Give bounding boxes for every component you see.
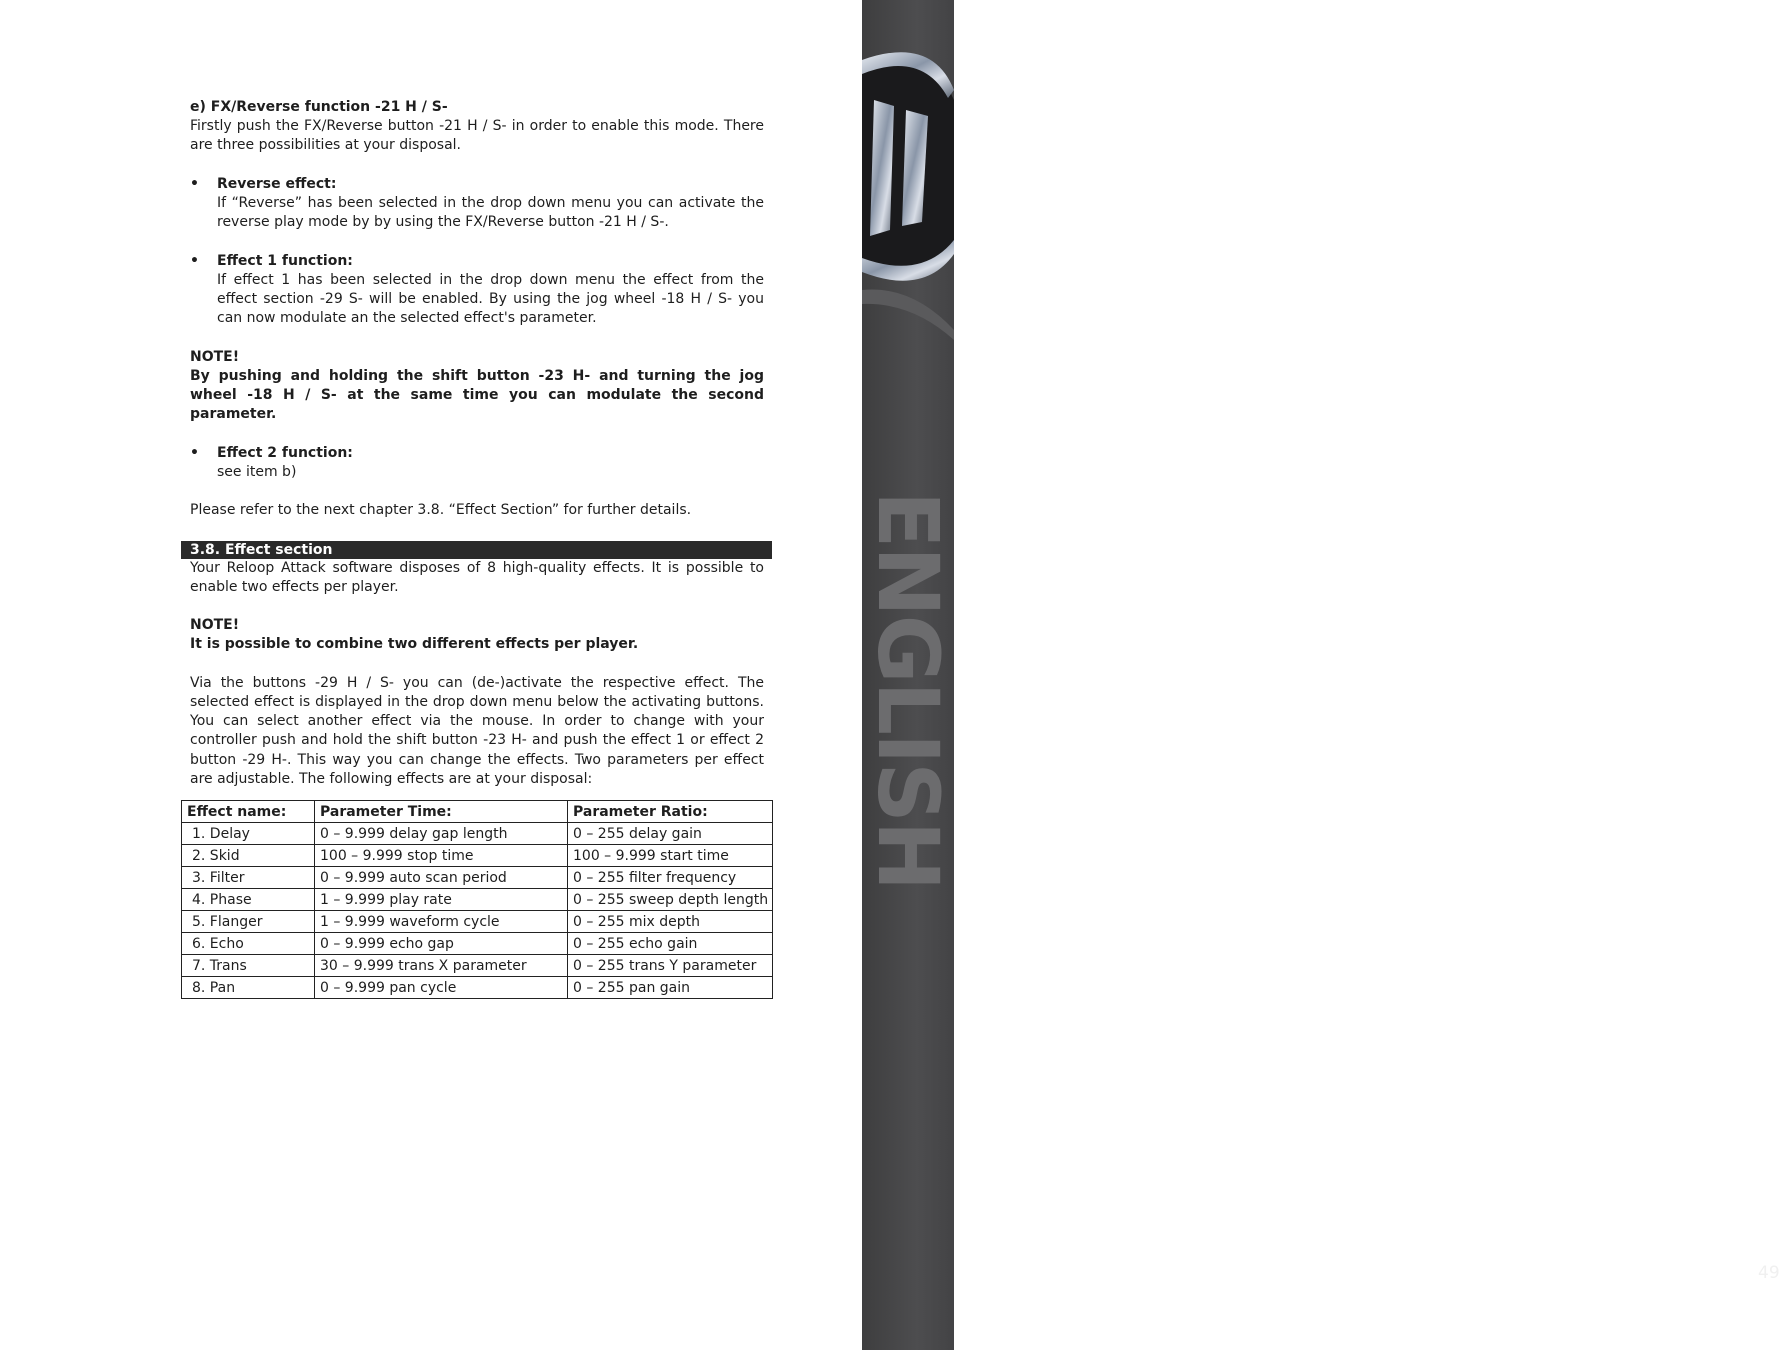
parameter-time-cell: 0 – 9.999 auto scan period <box>315 867 568 889</box>
parameter-ratio-cell: 0 – 255 mix depth <box>568 911 773 933</box>
parameter-ratio-cell: 0 – 255 trans Y parameter <box>568 955 773 977</box>
effect-section-body: Via the buttons -29 H / S- you can (de-)activate the respective effect. The selected effect is displayed in the drop down menu below the activating buttons. You can select another effect via the mouse. In order to change with your controller push and hold the shift button -23 H- and push the effect 1 or effect 2 button -29 H-. This way you can change the effects. Two parameters per effect are adjustable. The following effects are at your disposal: <box>190 674 764 787</box>
parameter-time-cell: 0 – 9.999 pan cycle <box>315 977 568 999</box>
reverse-effect-text: If “Reverse” has been selected in the drop down menu you can activate the reverse play mode by by using the FX/Reverse button -21 H / S-. <box>217 195 764 231</box>
effect-name-cell: 7. Trans <box>182 955 315 977</box>
table-header-row <box>182 801 773 823</box>
note-text: By pushing and holding the shift button -23 H- and turning the jog wheel -18 H / S- at the same time you can modulate the second parameter. <box>190 367 764 423</box>
table-row <box>182 845 773 867</box>
parameter-time-cell: 1 – 9.999 play rate <box>315 889 568 911</box>
table-row <box>182 933 773 955</box>
parameter-time-cell: 1 – 9.999 waveform cycle <box>315 911 568 933</box>
note-label: NOTE! <box>190 348 240 365</box>
header-parameter-time: Parameter Time: <box>315 801 568 823</box>
parameter-ratio-cell: 0 – 255 pan gain <box>568 977 773 999</box>
parameter-ratio-cell: 0 – 255 filter frequency <box>568 867 773 889</box>
parameter-time-cell: 30 – 9.999 trans X parameter <box>315 955 568 977</box>
effect2-text: see item b) <box>217 463 297 480</box>
effect-name-cell: 5. Flanger <box>182 911 315 933</box>
effects-table <box>181 800 773 999</box>
language-sidebar <box>859 0 1780 1350</box>
effect2-item: • Effect 2 function: see item b) <box>190 444 764 482</box>
table-row <box>182 867 773 889</box>
page-content <box>190 98 764 789</box>
effect-name-cell: 8. Pan <box>182 977 315 999</box>
effect-name-cell: 2. Skid <box>182 845 315 867</box>
reloop-logo-icon <box>862 40 954 360</box>
fx-reverse-heading: e) FX/Reverse function -21 H / S- <box>190 99 448 115</box>
effect1-item: • Effect 1 function: If effect 1 has been selected in the drop down menu the effect from the effect section -29 S- will be enabled. By using the jog wheel -18 H / S- you can now modulate an the selected effect's parameter. <box>190 252 764 329</box>
page-number: 49 <box>1758 1263 1780 1283</box>
parameter-ratio-cell: 0 – 255 sweep depth length <box>568 889 773 911</box>
effect-name-cell: 3. Filter <box>182 867 315 889</box>
note-label-2: NOTE! <box>190 617 240 634</box>
parameter-ratio-cell: 100 – 9.999 start time <box>568 845 773 867</box>
parameter-time-cell: 0 – 9.999 echo gap <box>315 933 568 955</box>
refer-text: Please refer to the next chapter 3.8. “Effect Section” for further details. <box>190 502 692 519</box>
section-heading: 3.8. Effect section <box>181 541 772 559</box>
header-parameter-ratio: Parameter Ratio: <box>568 801 773 823</box>
fx-reverse-intro: Firstly push the FX/Reverse button -21 H / S- in order to enable this mode. There are three possibilities at your disposal. <box>190 118 764 154</box>
table-row <box>182 889 773 911</box>
parameter-time-cell: 0 – 9.999 delay gap length <box>315 823 568 845</box>
header-effect-name: Effect name: <box>182 801 315 823</box>
table-row <box>182 911 773 933</box>
effect1-title: Effect 1 function: <box>217 252 353 269</box>
table-row <box>182 823 773 845</box>
effect-name-cell: 6. Echo <box>182 933 315 955</box>
effect2-title: Effect 2 function: <box>217 444 353 461</box>
language-label: ENGLISH <box>859 490 957 890</box>
reverse-effect-title: Reverse effect: <box>217 175 337 192</box>
note-text-2: It is possible to combine two different effects per player. <box>190 636 639 653</box>
reverse-effect-item: • Reverse effect: If “Reverse” has been selected in the drop down menu you can activate the reverse play mode by by using the FX/Reverse button -21 H / S-. <box>190 175 764 233</box>
effect-name-cell: 1. Delay <box>182 823 315 845</box>
parameter-time-cell: 100 – 9.999 stop time <box>315 845 568 867</box>
table-row <box>182 977 773 999</box>
parameter-ratio-cell: 0 – 255 echo gain <box>568 933 773 955</box>
effect1-text: If effect 1 has been selected in the drop down menu the effect from the effect section -29 S- will be enabled. By using the jog wheel -18 H / S- you can now modulate an the selected effect's parameter. <box>217 271 764 327</box>
effect-section-intro: Your Reloop Attack software disposes of 8 high-quality effects. It is possible to enable two effects per player. <box>190 559 764 595</box>
table-row <box>182 955 773 977</box>
effect-name-cell: 4. Phase <box>182 889 315 911</box>
parameter-ratio-cell: 0 – 255 delay gain <box>568 823 773 845</box>
